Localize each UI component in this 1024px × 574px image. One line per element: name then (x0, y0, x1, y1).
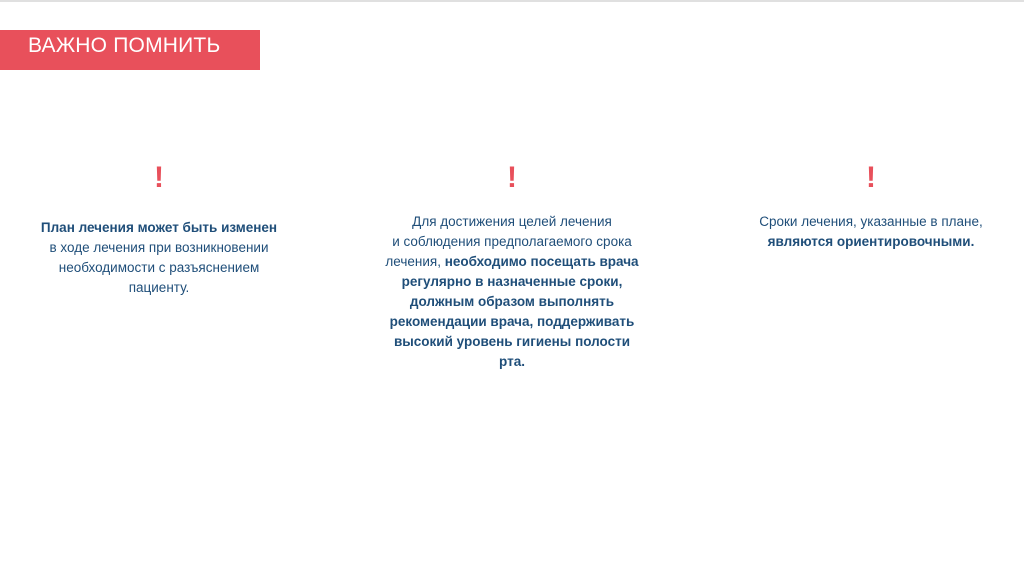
exclamation-icon: ! (154, 161, 164, 194)
column-1-line-1: в ходе лечения при возникновении (49, 240, 269, 255)
column-2-bold-line-4: высокий уровень гигиены полости (393, 334, 631, 349)
column-1-line-3: пациенту. (128, 280, 190, 295)
title-banner (0, 30, 260, 70)
column-treatment-goals (366, 160, 658, 372)
column-3-bold-line: являются ориентировочными. (767, 234, 975, 249)
column-2-mixed-line (366, 252, 658, 272)
column-2-bold-line-1: регулярно в назначенные сроки, (401, 274, 623, 289)
column-1-bold-line: План лечения может быть изменен (40, 220, 278, 235)
column-treatment-plan (22, 160, 296, 298)
column-3-line-1: Сроки лечения, указанные в плане, (759, 214, 983, 229)
column-2-mixed-normal: лечения, (385, 254, 445, 269)
exclamation-icon: ! (866, 161, 876, 194)
column-2-bold-line-3: рекомендации врача, поддерживать (389, 314, 635, 329)
banner-title: ВАЖНО ПОМНИТЬ (28, 34, 221, 57)
column-2-line-2: и соблюдения предполагаемого срока (392, 234, 632, 249)
column-1-line-2: необходимости с разъяснением (58, 260, 260, 275)
exclamation-icon: ! (507, 161, 517, 194)
column-treatment-terms (726, 160, 1016, 252)
column-2-mixed-bold: необходимо посещать врача (444, 254, 639, 269)
column-2-bold-line-5: рта. (499, 354, 525, 369)
column-2-bold-line-2: должным образом выполнять (409, 294, 615, 309)
top-divider (0, 0, 1024, 2)
column-2-line-1: Для достижения целей лечения (412, 214, 612, 229)
